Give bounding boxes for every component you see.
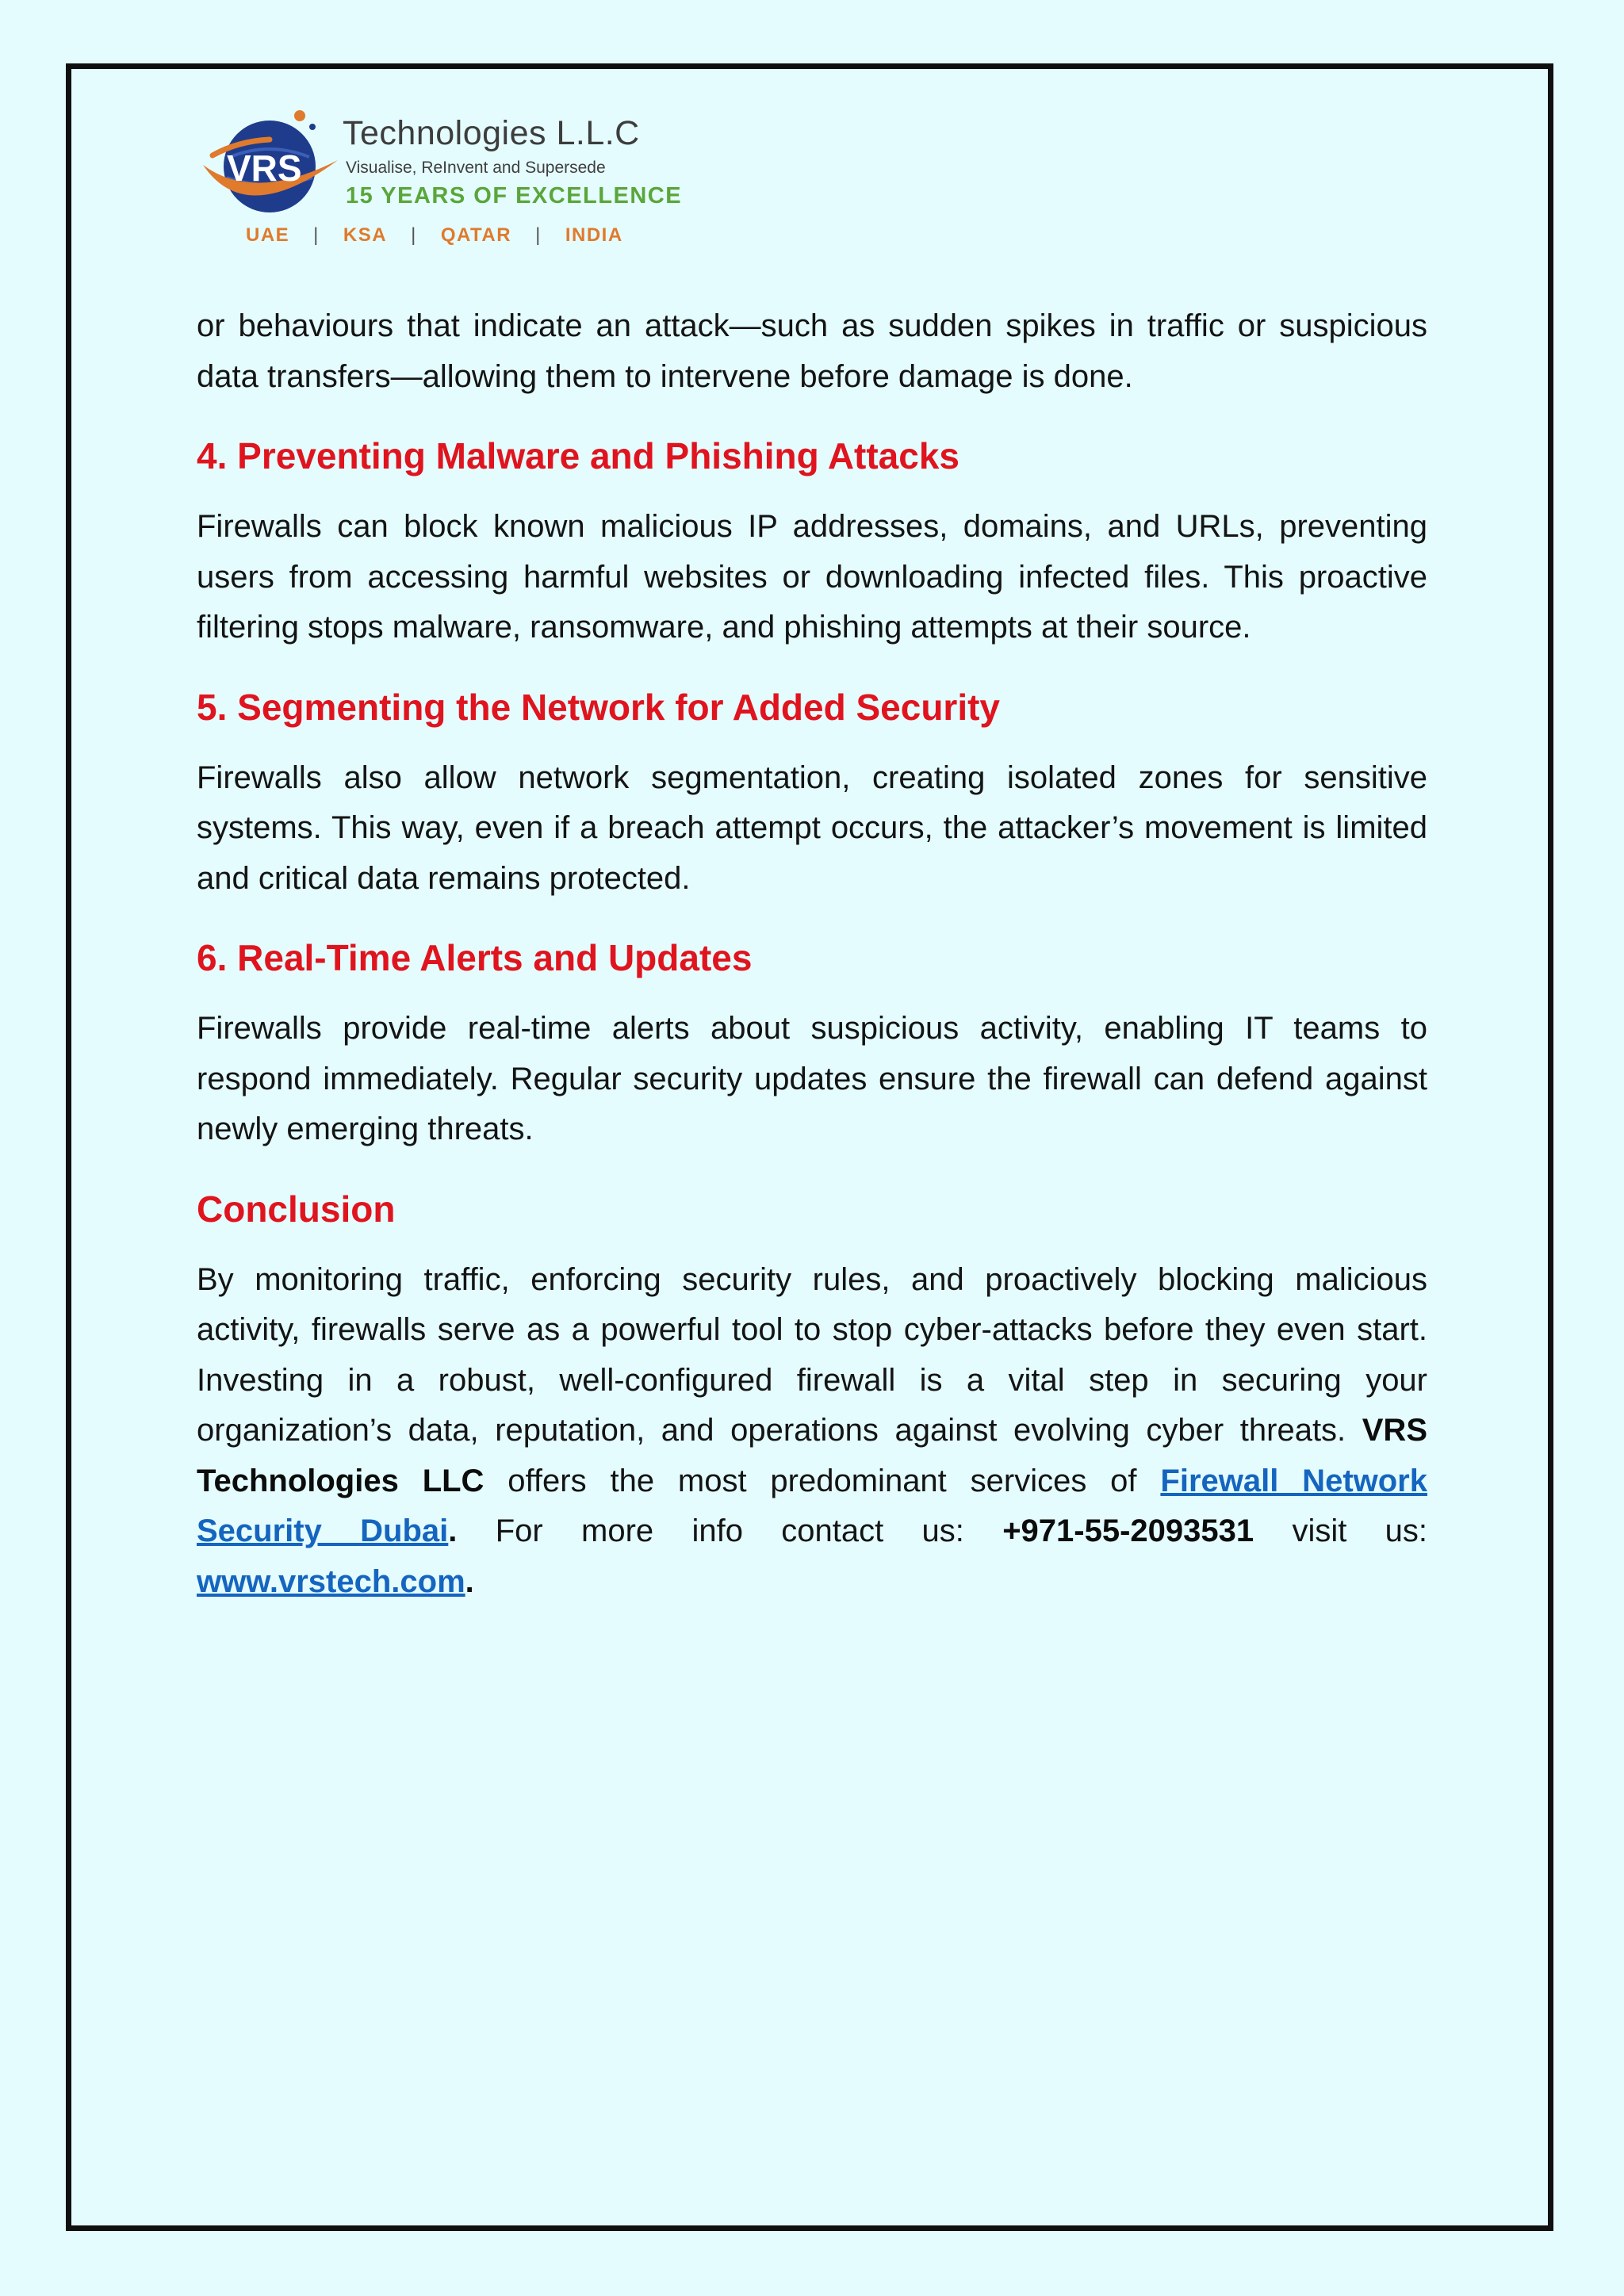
section-heading-alerts: 6. Real-Time Alerts and Updates	[197, 937, 753, 978]
region-ksa: KSA	[343, 224, 388, 246]
intro-paragraph: or behaviours that indicate an attack—such as sudden spikes in traffic or suspicious data transfers—allowing them to intervene before damage is done.	[197, 308, 1427, 394]
logo-company-name: Technologies L.L.C	[343, 114, 640, 152]
conclusion-text-2: offers the most predominant services of	[484, 1463, 1161, 1498]
company-name-bold: VRS Technologies LLC	[197, 1413, 1427, 1498]
logo-years-badge: 15 YEARS OF EXCELLENCE	[346, 183, 683, 209]
conclusion-paragraph	[197, 1255, 1427, 1608]
region-divider: |	[313, 224, 320, 246]
section-text-alerts: Firewalls provide real-time alerts about suspicious activity, enabling IT teams to respond immediately. Regular security updates ensure the firewall can defend against newly emerging threats.	[197, 1011, 1427, 1146]
region-uae: UAE	[246, 224, 290, 246]
conclusion-text-3: For more info contact us:	[457, 1513, 1003, 1548]
company-logo	[198, 109, 690, 260]
period-bold: .	[448, 1513, 458, 1548]
vrs-globe-icon	[198, 109, 341, 220]
region-divider: |	[411, 224, 417, 246]
period-bold-end: .	[465, 1563, 474, 1599]
logo-regions	[246, 224, 623, 247]
section-heading-segmentation: 5. Segmenting the Network for Added Security	[197, 686, 1001, 728]
conclusion-text-1: By monitoring traffic, enforcing security rules, and proactively blocking malicious activity, firewalls serve as a powerful tool to stop cyber-attacks before they even start. Investing in a robust, well-configured firewall is a vital step in securing your organization’s data, reputation, and operations against evolving cyber threats.	[197, 1261, 1427, 1448]
phone-number: +971-55-2093531	[1002, 1513, 1254, 1548]
region-divider: |	[535, 224, 542, 246]
section-text-segmentation: Firewalls also allow network segmentation, creating isolated zones for sensitive systems. This way, even if a breach attempt occurs, the attacker’s movement is limited and critical data remains protected.	[197, 760, 1427, 896]
region-qatar: QATAR	[440, 224, 512, 246]
logo-tagline: Visualise, ReInvent and Supersede	[346, 159, 606, 177]
region-india: INDIA	[565, 224, 623, 246]
firewall-service-link[interactable]: Firewall Network Security Dubai	[197, 1463, 1427, 1548]
document-body	[197, 301, 1427, 1636]
logo-mark-text: VRS	[227, 147, 302, 189]
section-heading-malware: 4. Preventing Malware and Phishing Attacks	[197, 435, 960, 476]
conclusion-heading: Conclusion	[197, 1188, 396, 1230]
website-link[interactable]: www.vrstech.com	[197, 1563, 465, 1599]
conclusion-text-4: visit us:	[1254, 1513, 1427, 1548]
section-text-malware: Firewalls can block known malicious IP addresses, domains, and URLs, preventing users from accessing harmful websites or downloading infected files. This proactive filtering stops malware, ransomware, and phishing attempts at their source.	[197, 509, 1427, 645]
